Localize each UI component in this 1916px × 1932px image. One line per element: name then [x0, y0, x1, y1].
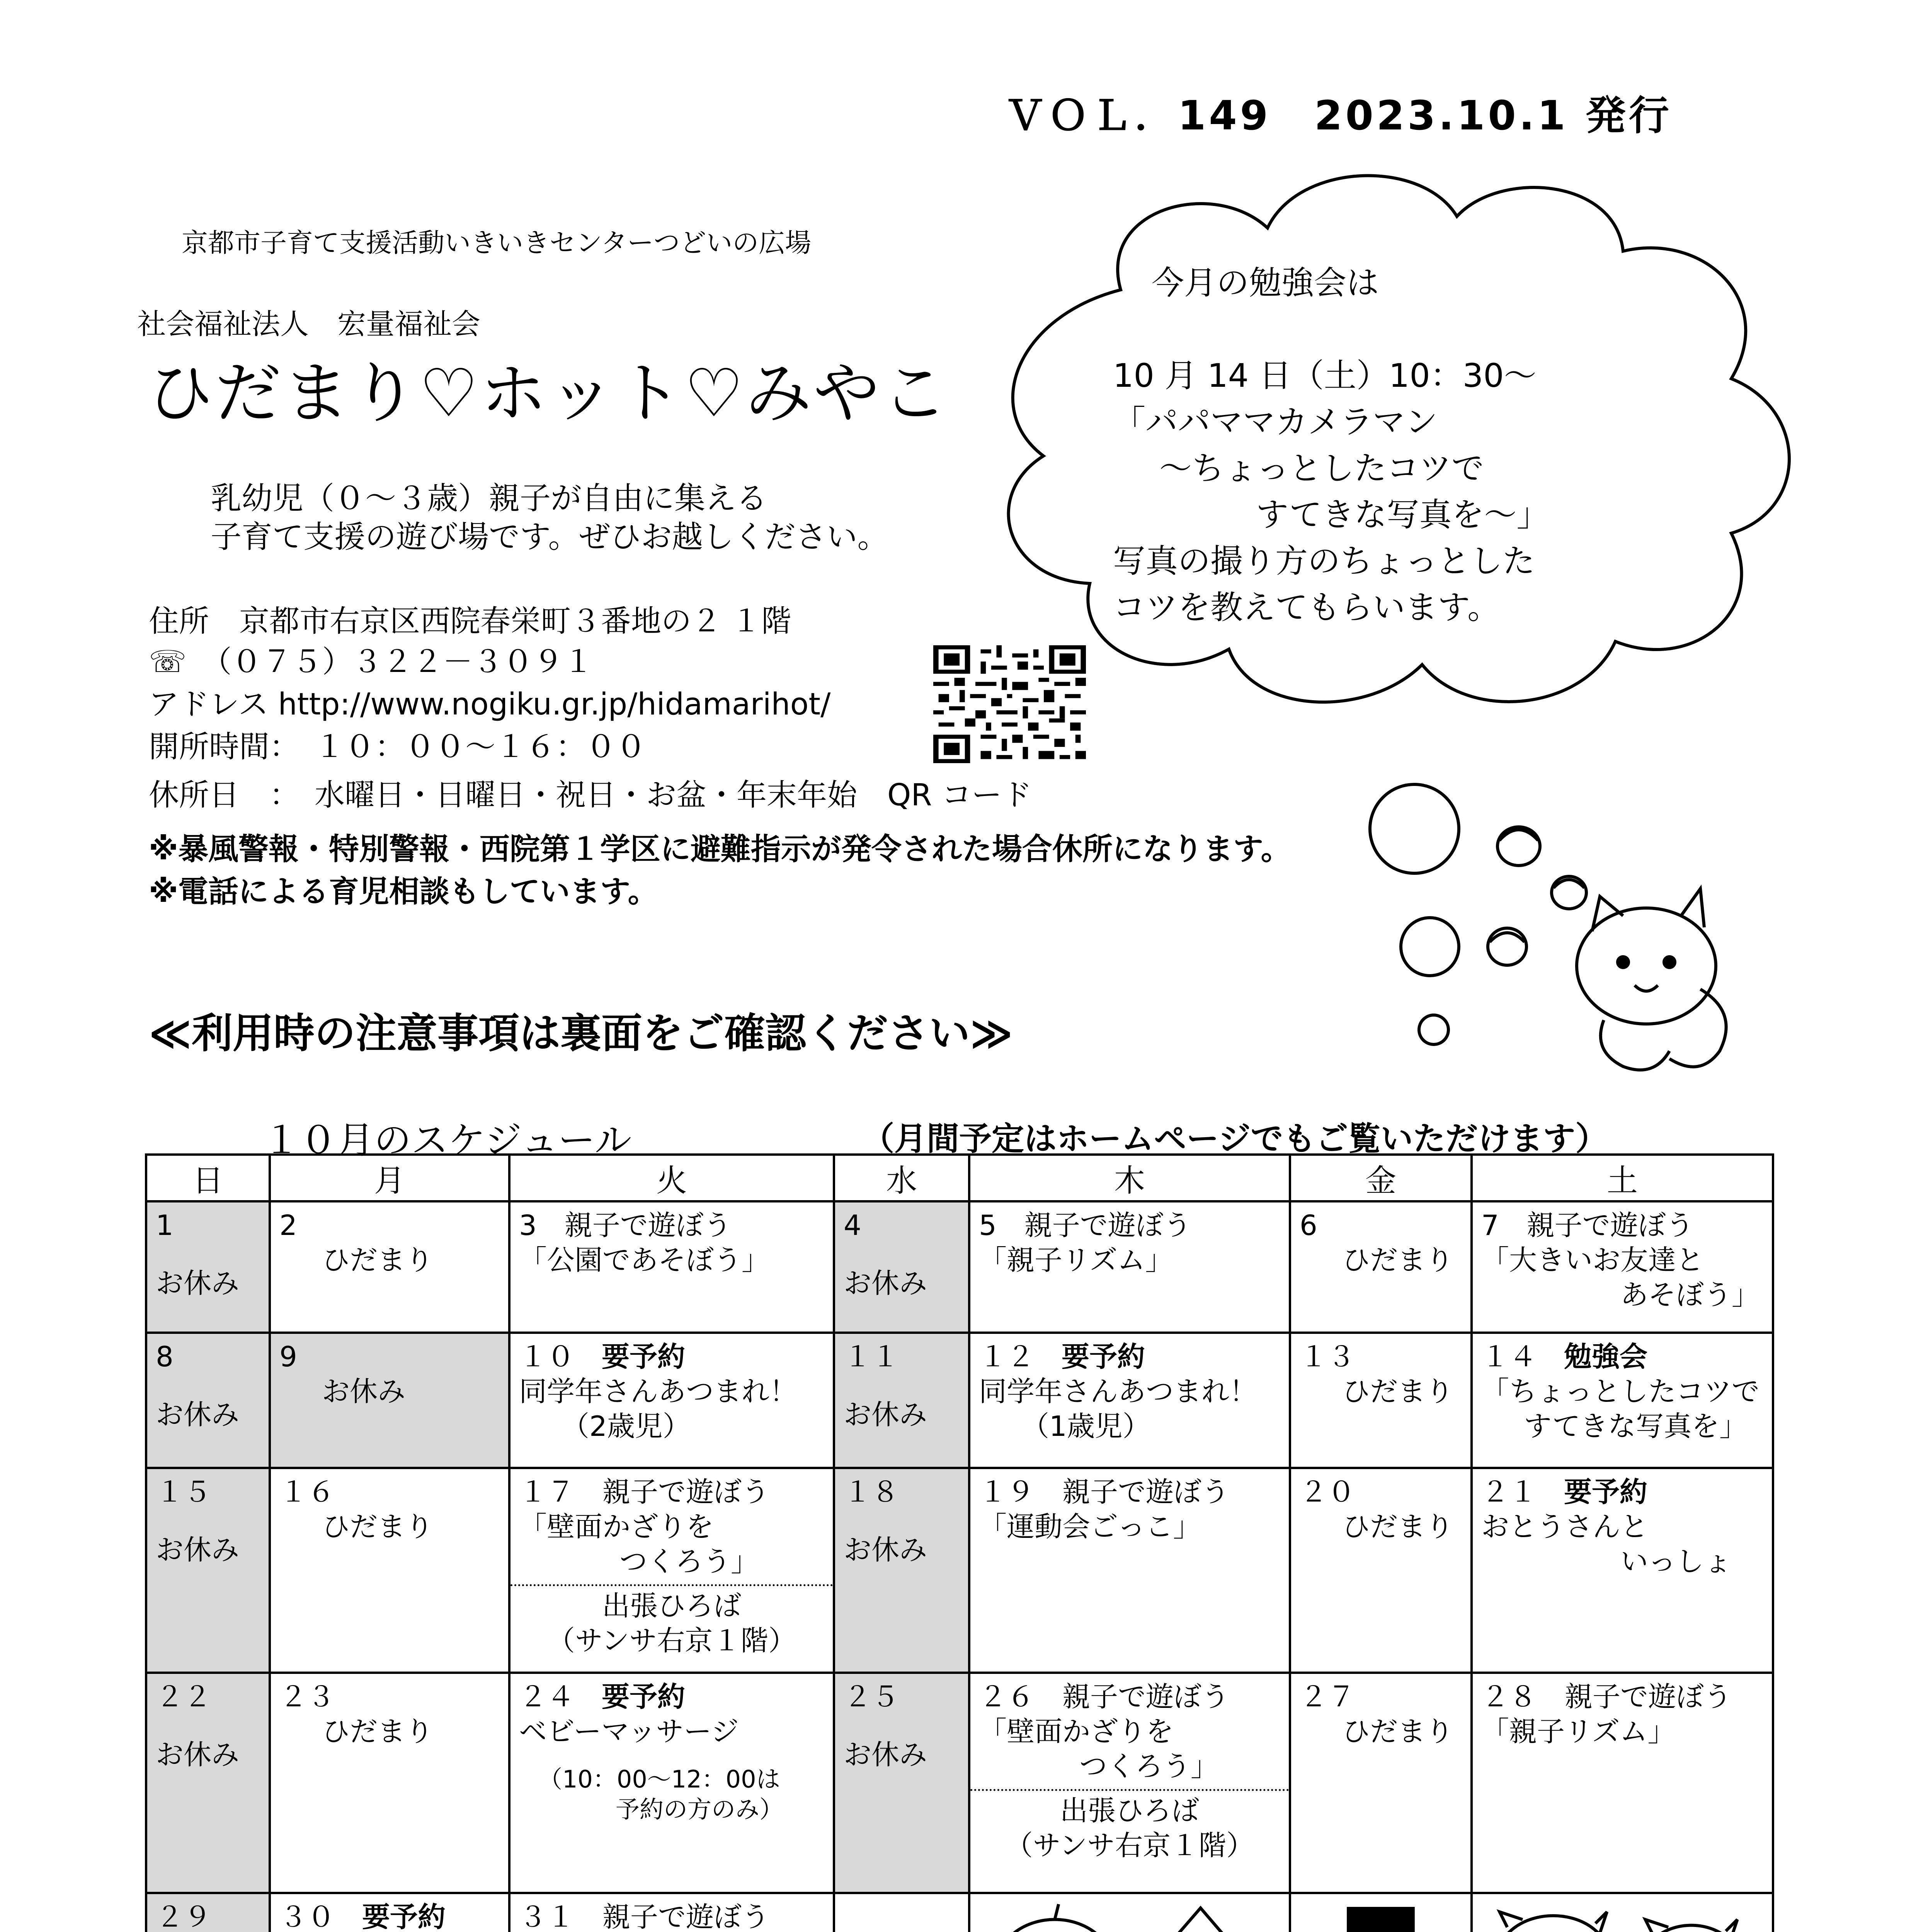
day-event: 「親子リズム」	[979, 1244, 1173, 1276]
day-header-sun: 日	[146, 1155, 270, 1201]
day-event: 同学年さんあつまれ！	[979, 1375, 1257, 1408]
cloud-line-5: すてきな写真を～」	[1256, 496, 1549, 534]
day-cell	[270, 1673, 509, 1893]
day-status: お休み	[844, 1738, 927, 1771]
day-cell	[969, 1201, 1290, 1333]
day-event: おとうさんと	[1481, 1510, 1649, 1543]
day-event: つくろう」	[619, 1545, 759, 1578]
day-event: 「壁面かざりを	[519, 1510, 714, 1543]
day-number: ２６ 親子で遊ぼう	[979, 1680, 1230, 1713]
day-cell	[1290, 1201, 1472, 1333]
day-event: （2歳児）	[562, 1410, 691, 1442]
day-cell	[1290, 1893, 1472, 1932]
day-number: １５	[156, 1476, 212, 1508]
day-number: 1	[156, 1209, 174, 1242]
study-session-tag: 勉強会	[1564, 1340, 1648, 1373]
intro-line-1: 乳幼児（０～３歳）親子が自由に集える	[211, 480, 767, 516]
day-number: １８	[844, 1476, 900, 1508]
day-number: 6	[1300, 1209, 1317, 1242]
day-number: １３	[1300, 1340, 1356, 1373]
day-cell	[834, 1333, 969, 1468]
week-row	[146, 1333, 1773, 1468]
day-cell	[509, 1333, 834, 1468]
day-header-sat: 土	[1472, 1155, 1773, 1201]
reservation-tag: 要予約	[1062, 1340, 1145, 1373]
squirrel-illustration-icon	[1353, 773, 1739, 1082]
day-cell	[270, 1333, 509, 1468]
pumpkin-and-witch-icon	[970, 1894, 1289, 1932]
day-number: ２０	[1300, 1476, 1356, 1508]
schedule-title: １０月のスケジュール	[263, 1119, 632, 1162]
day-number: 3 親子で遊ぼう	[519, 1209, 732, 1242]
day-number: ２２	[156, 1680, 212, 1713]
day-cell	[270, 1468, 509, 1673]
day-header-fri: 金	[1290, 1155, 1472, 1201]
day-status: お休み	[156, 1738, 240, 1771]
day-event: ひだまり	[322, 1510, 434, 1543]
day-number: 4	[844, 1209, 861, 1242]
day-cell	[146, 1333, 270, 1468]
day-cell	[509, 1468, 834, 1673]
day-number: １６	[279, 1476, 335, 1508]
day-status: お休み	[156, 1267, 240, 1299]
day-event: つくろう」	[1079, 1750, 1219, 1782]
ghost-icon	[835, 1894, 968, 1932]
outreach-title: 出張ひろば	[1060, 1794, 1199, 1827]
day-number: １７ 親子で遊ぼう	[519, 1476, 770, 1508]
outreach-event	[970, 1789, 1289, 1863]
day-cell	[1290, 1333, 1472, 1468]
day-cell	[1472, 1468, 1773, 1673]
website-link[interactable]: アドレス http://www.nogiku.gr.jp/hidamarihot/	[149, 687, 831, 722]
closed-days: 休所日 ： 水曜日・日曜日・祝日・お盆・年末年始 QR コード	[149, 778, 1032, 813]
cloud-line-1: 今月の勉強会は	[1152, 264, 1379, 302]
outreach-location: （サンサ右京１階）	[1005, 1829, 1254, 1862]
thought-bubble-small	[1419, 1015, 1448, 1044]
outreach-location: （サンサ右京１階）	[547, 1624, 796, 1657]
day-event: 「親子リズム」	[1481, 1715, 1676, 1748]
day-cell	[1290, 1468, 1472, 1673]
cloud-line-4: ～ちょっとしたコツで	[1159, 449, 1484, 487]
day-header-wed: 水	[834, 1155, 969, 1201]
day-event: 「公園であそぼう」	[519, 1244, 770, 1276]
day-cell	[509, 1893, 834, 1932]
intro-line-2: 子育て支援の遊び場です。ぜひお越しください。	[211, 519, 888, 555]
opening-hours: 開所時間： １０：００～１６：００	[149, 730, 647, 764]
day-cell	[1472, 1333, 1773, 1468]
day-cell	[146, 1468, 270, 1673]
day-number: ２５	[844, 1680, 900, 1713]
day-header-mon: 月	[270, 1155, 509, 1201]
cloud-line-6: 写真の撮り方のちょっとした	[1113, 542, 1535, 580]
day-status: お休み	[156, 1398, 240, 1431]
outreach-event	[510, 1584, 833, 1658]
day-cell	[1472, 1673, 1773, 1893]
day-cell	[1472, 1893, 1773, 1932]
week-row	[146, 1673, 1773, 1893]
day-event: ひだまり	[1342, 1375, 1454, 1408]
weather-warning-notice: ※暴風警報・特別警報・西院第１学区に避難指示が発令された場合休所になります。	[149, 832, 1291, 867]
day-number: ２４ 要予約	[519, 1680, 686, 1713]
day-cell	[834, 1673, 969, 1893]
usage-notice-heading: ≪利用時の注意事項は裏面をご確認ください≫	[149, 1010, 1013, 1057]
day-event: ひだまり	[322, 1244, 434, 1276]
day-cell	[509, 1201, 834, 1333]
day-number: 8	[156, 1340, 174, 1373]
reservation-tag: 要予約	[602, 1340, 686, 1373]
day-cell	[834, 1468, 969, 1673]
day-event: あそぼう」	[1620, 1279, 1760, 1311]
day-number: 5 親子で遊ぼう	[979, 1209, 1191, 1242]
day-event: ひだまり	[1342, 1244, 1454, 1276]
day-cell	[834, 1893, 969, 1932]
day-cell	[270, 1201, 509, 1333]
week-row	[146, 1201, 1773, 1333]
day-cell	[146, 1201, 270, 1333]
day-cell	[509, 1673, 834, 1893]
cloud-line-3: 「パパママカメラマン	[1113, 403, 1438, 441]
day-event: ひだまり	[1342, 1510, 1454, 1543]
day-header-thu: 木	[969, 1155, 1290, 1201]
day-number: １４ 勉強会	[1481, 1340, 1648, 1373]
day-cell	[969, 1333, 1290, 1468]
day-event: ひだまり	[1342, 1715, 1454, 1748]
day-status: お休み	[156, 1534, 240, 1566]
thought-bubble-medium	[1401, 918, 1459, 976]
day-event: ベビーマッサージ	[519, 1715, 739, 1748]
cloud-line-7: コツを教えてもらいます。	[1113, 588, 1500, 626]
day-header-tue: 火	[509, 1155, 834, 1201]
outreach-title: 出張ひろば	[602, 1590, 741, 1622]
day-number: ２８ 親子で遊ぼう	[1481, 1680, 1732, 1713]
day-cell	[1290, 1673, 1472, 1893]
reservation-tag: 要予約	[362, 1901, 446, 1932]
pig-characters-icon	[1473, 1894, 1772, 1932]
schedule-note: （月間予定はホームページでもご覧いただけます）	[862, 1120, 1608, 1158]
day-event: 「ちょっとしたコツで	[1481, 1375, 1760, 1408]
day-number: ２７	[1300, 1680, 1356, 1713]
volume-issue-date: ＶＯＬ．149 2023.10.1 発行	[1005, 92, 1672, 139]
day-event: 同学年さんあつまれ！	[519, 1375, 798, 1408]
day-status: お休み	[844, 1398, 927, 1431]
day-cell	[146, 1673, 270, 1893]
newsletter-title: ひだまり♡ホット♡みやこ	[147, 354, 949, 432]
day-cell	[834, 1201, 969, 1333]
center-name: 京都市子育て支援活動いきいきセンターつどいの広場	[182, 228, 812, 259]
reservation-tag: 要予約	[602, 1680, 686, 1713]
phone-consultation-notice: ※電話による育児相談もしています。	[149, 874, 658, 909]
day-cell	[969, 1673, 1290, 1893]
day-cell	[969, 1893, 1290, 1932]
phone-number: ☏ （０７５）３２２－３０９１	[149, 645, 594, 679]
day-number: ２９	[156, 1901, 212, 1932]
top-hat-character-icon	[1291, 1894, 1470, 1932]
day-number: ２３	[279, 1680, 335, 1713]
day-cell	[270, 1893, 509, 1932]
day-number: ３０ 要予約	[279, 1900, 500, 1932]
day-number: １０ 要予約	[519, 1340, 686, 1373]
weekday-header-row	[146, 1155, 1773, 1201]
day-number: ２１ 要予約	[1481, 1476, 1648, 1508]
day-event: 「壁面かざりを	[979, 1715, 1174, 1748]
day-cell	[969, 1468, 1290, 1673]
day-cell	[1472, 1201, 1773, 1333]
day-status: お休み	[844, 1267, 927, 1299]
reservation-tag: 要予約	[1564, 1476, 1648, 1508]
cloud-line-2: 10 月 14 日（土）10：30～	[1113, 357, 1537, 395]
day-event-note: （10：00～12：00は	[538, 1765, 780, 1793]
day-number: １９ 親子で遊ぼう	[979, 1476, 1230, 1508]
day-event: いっしょ	[1620, 1545, 1732, 1578]
week-row	[146, 1893, 1773, 1932]
day-event: すてきな写真を」	[1524, 1410, 1748, 1442]
monthly-schedule-table	[145, 1153, 1774, 1932]
day-number: １１	[844, 1340, 900, 1373]
day-status: お休み	[322, 1375, 406, 1408]
week-row	[146, 1468, 1773, 1673]
day-event-note: 予約の方のみ）	[616, 1795, 784, 1823]
day-number: １２ 要予約	[979, 1340, 1145, 1373]
day-event: 「大きいお友達と	[1481, 1244, 1704, 1276]
day-cell	[146, 1893, 270, 1932]
day-number: 7 親子で遊ぼう	[1481, 1209, 1694, 1242]
day-number: ３１ 親子で遊ぼう	[519, 1901, 770, 1932]
address: 住所 京都市右京区西院春栄町３番地の２ １階	[149, 604, 791, 639]
day-event: 「運動会ごっこ」	[979, 1510, 1201, 1543]
day-number: 2	[279, 1209, 297, 1242]
day-number: 9	[279, 1340, 297, 1373]
thought-bubble-large	[1370, 784, 1459, 873]
day-event: ひだまり	[322, 1715, 434, 1748]
day-event: （1歳児）	[1021, 1410, 1150, 1442]
organization-name: 社会福祉法人 宏量福祉会	[137, 308, 480, 341]
day-status: お休み	[844, 1534, 927, 1566]
